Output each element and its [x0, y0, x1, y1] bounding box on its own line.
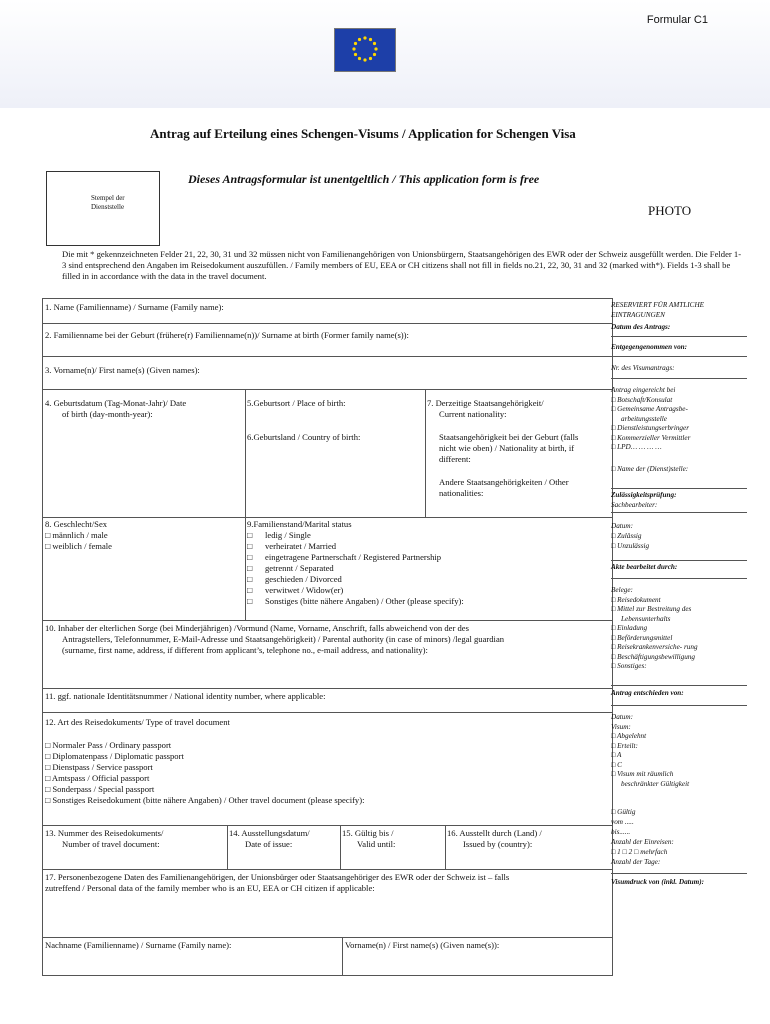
doc-option-special[interactable]: □ Sonderpass / Special passport [45, 784, 155, 794]
stamp-box [46, 171, 160, 246]
official-clerk: Sachbearbeiter: [611, 501, 658, 509]
field-14-date-of-issue-en: Date of issue: [245, 839, 293, 849]
field-10-guardian-3: (surname, first name, address, if different from applicant’s, telephone no., e-mail address, and nationality): [62, 645, 428, 655]
decision-option[interactable]: □ Abgelehnt [611, 732, 647, 740]
official-entries: Anzahl der Einreisen: [611, 838, 674, 846]
official-office-name[interactable]: □ Name der (Dienst)stelle: [611, 465, 689, 473]
form-title: Antrag auf Erteilung eines Schengen-Visums / Application for Schengen Visa [150, 126, 576, 141]
official-submitted-at: Antrag eingereicht bei [611, 386, 676, 394]
marital-checkbox[interactable]: □ [247, 574, 253, 584]
field-12-document-type: 12. Art des Reisedokuments/ Type of travel document [45, 717, 230, 727]
field-7-nationality-at-birth-3: different: [439, 454, 471, 464]
official-valid-until: bis...... [611, 828, 631, 836]
decision-option[interactable]: □ A [611, 751, 622, 759]
official-decided-by: Antrag entschieden von: [611, 689, 684, 697]
field-15-valid-until[interactable]: 15. Gültig bis / [342, 828, 394, 838]
marital-option-partnership: eingetragene Partnerschaft / Registered Partnership [265, 552, 442, 562]
marital-option-single: ledig / Single [265, 530, 311, 540]
photo-label: PHOTO [648, 203, 692, 218]
marital-checkbox[interactable]: □ [247, 563, 253, 573]
decision-option[interactable]: □ Erteilt: [611, 741, 638, 750]
field-7-other-nationalities[interactable]: Andere Staatsangehörigkeiten / Other [439, 477, 569, 487]
documents-option[interactable]: □ Reisekrankenversiche- rung [611, 643, 698, 651]
official-reserved: RESERVIERT FÜR AMTLICHE EINTRAGUNGEN [611, 301, 705, 319]
field-4-date-of-birth-en: of birth (day-month-year): [62, 409, 153, 419]
official-visa: Visum: [611, 722, 631, 731]
official-use-column [611, 298, 747, 974]
marital-checkbox[interactable]: □ [247, 552, 253, 562]
free-notice: Dieses Antragsformular ist unentgeltlich / This application form is free [188, 172, 540, 186]
field-7-nationality-at-birth-2: nicht wie oben) / Nationality at birth, if [439, 443, 575, 453]
form-number: Formular C1 [646, 14, 708, 26]
official-visa-sticker: Visumdruck von (inkl. Datum): [611, 878, 705, 886]
marital-option-other: Sonstiges (bitte nähere Angaben) / Other (please specify): [265, 596, 464, 606]
marital-checkbox[interactable]: □ [247, 541, 253, 551]
field-15-valid-until-en: Valid until: [357, 839, 396, 849]
official-application-number: Nr. des Visumantrags: [611, 364, 675, 372]
field-6-country-of-birth[interactable]: 6.Geburtsland / Country of birth: [247, 432, 361, 442]
field-7-other-nationalities-2: nationalities: [439, 488, 484, 498]
field-11-national-id[interactable]: 11. ggf. nationale Identitätsnummer / National identity number, where applicable: [45, 691, 326, 701]
entries-options[interactable]: □ 1 □ 2 □ mehrfach [611, 848, 668, 856]
documents-option[interactable]: □ Sonstiges: [611, 662, 647, 670]
field-4-date-of-birth[interactable]: 4. Geburtsdatum (Tag-Monat-Jahr)/ Date [45, 398, 187, 408]
doc-option-other[interactable]: □ Sonstiges Reisedokument (bitte nähere Angaben) / Other travel document (please specify): [45, 795, 365, 805]
marital-checkbox[interactable]: □ [247, 530, 253, 540]
submitted-option[interactable]: □ Kommerzieller Vermittler [611, 433, 691, 442]
official-days: Anzahl der Tage: [611, 858, 661, 866]
doc-option-official[interactable]: □ Amtspass / Official passport [45, 773, 150, 783]
field-10-guardian[interactable]: 10. Inhaber der elterlichen Sorge (bei Minderjährigen) /Vormund (Name, Vorname, Anschrift, falls abweichend von der des [45, 623, 469, 633]
field-9-marital-status: 9.Familienstand/Marital status [247, 519, 352, 529]
field-5-place-of-birth[interactable]: 5.Geburtsort / Place of birth: [247, 398, 346, 408]
marital-option-separated: getrennt / Separated [265, 563, 334, 573]
field-7-nationality[interactable]: 7. Derzeitige Staatsangehörigkeit/ [427, 398, 544, 408]
documents-option[interactable]: □ Beförderungsmittel [611, 633, 673, 642]
official-valid-from: vom ..... [611, 818, 634, 826]
application-form [42, 298, 613, 976]
documents-option[interactable]: □ Reisedokument [611, 595, 661, 604]
decision-option-cont: beschränkter Gültigkeit [621, 779, 690, 788]
submitted-option[interactable]: □ Botschaft/Konsulat [611, 395, 673, 404]
sex-option-male[interactable]: □ männlich / male [45, 530, 108, 540]
field-16-issued-by-en: Issued by (country): [463, 839, 533, 849]
official-documents: Belege: [611, 586, 633, 594]
field-17-family-member: 17. Personenbezogene Daten des Familienangehörigen, der Unionsbürger oder Staatsangehöriger des EWR oder der Schweiz ist – falls [45, 872, 510, 882]
marital-option-widowed: verwitwet / Widow(er) [265, 585, 344, 595]
field-17-family-member-en: zutreffend / Personal data of the family member who is an EU, EEA or CH citizen if applicable: [45, 883, 375, 893]
official-processed-by: Akte bearbeitet durch: [611, 563, 678, 571]
field-2-surname-at-birth[interactable]: 2. Familienname bei der Geburt (frühere(r) Familienname(n))/ Surname at birth (Former family name(s)): [45, 330, 409, 340]
marital-checkbox[interactable]: □ [247, 585, 253, 595]
doc-option-diplomatic[interactable]: □ Diplomatenpass / Diplomatic passport [45, 751, 184, 761]
doc-option-ordinary[interactable]: □ Normaler Pass / Ordinary passport [45, 740, 172, 750]
marital-checkbox[interactable]: □ [247, 596, 253, 606]
field-13-document-number-en: Number of travel document: [62, 839, 160, 849]
official-admissibility-date: Datum: [611, 522, 633, 530]
submitted-option[interactable]: □ Dienstleistungserbringer [611, 424, 690, 432]
marital-option-married: verheiratet / Married [265, 541, 337, 551]
field-10-guardian-2: Antragstellers, Telefonnummer, E-Mail-Adresse und Staatsangehörigkeit) / Parental authority (in case of minors) /legal guardian [62, 634, 505, 644]
official-decision-date: Datum: [611, 713, 633, 721]
field-14-date-of-issue[interactable]: 14. Ausstellungsdatum/ [229, 828, 310, 838]
field-17-surname[interactable]: Nachname (Familienname) / Surname (Family name): [45, 940, 232, 950]
field-7-nationality-en: Current nationality: [439, 409, 507, 419]
stamp-label: Stempel der Dienststelle [91, 194, 125, 211]
decision-option[interactable]: □ C [611, 760, 622, 769]
eu-flag-icon [334, 28, 396, 72]
official-received-by: Entgegengenommen von: [611, 343, 688, 351]
admissibility-option[interactable]: □ Unzulässig [611, 542, 650, 550]
documents-option-cont: Lebensunterhalts [621, 614, 671, 623]
marital-option-divorced: geschieden / Divorced [265, 574, 342, 584]
intro-text: Die mit * gekennzeichneten Felder 21, 22, 30, 31 und 32 müssen nicht von Familienangehörigen von Unionsbürgern, Staatsangehörigen des EWR oder der Schweiz ausgefüllt werden. Die Felder 1-3 sind entsprechend den Angaben im Reisedokument auszufüllen. / Family members of EU, EEA or CH citizens shall not fill in fields no.21, 22, 30, 31 and 32 (marked with*). Fields 1-3 shall be filled in in accordance with the data in the travel document. [62, 249, 742, 281]
field-3-first-names[interactable]: 3. Vorname(n)/ First name(s) (Given names): [45, 365, 200, 375]
submitted-option[interactable]: □ Gemeinsame Antragsbe- [611, 405, 688, 413]
field-17-first-names[interactable]: Vorname(n) / First name(s) (Given name(s)): [345, 940, 500, 950]
submitted-option-cont: arbeitungsstelle [621, 414, 667, 423]
field-8-sex: 8. Geschlecht/Sex [45, 519, 108, 529]
sex-option-female[interactable]: □ weiblich / female [45, 541, 112, 551]
official-application-date: Datum des Antrags: [611, 323, 671, 331]
documents-option[interactable]: □ Mittel zur Bestreitung des [611, 605, 692, 613]
submitted-option[interactable]: □ LPD… … … … [611, 443, 662, 451]
field-7-nationality-at-birth[interactable]: Staatsangehörigkeit bei der Geburt (falls [439, 432, 579, 442]
admissibility-option[interactable]: □ Zulässig [611, 532, 642, 540]
official-admissibility: Zulässigkeitsprüfung: [611, 491, 677, 499]
field-16-issued-by[interactable]: 16. Ausstellt durch (Land) / [447, 828, 542, 838]
field-1-surname[interactable]: 1. Name (Familienname) / Surname (Family name): [45, 302, 224, 312]
field-13-document-number[interactable]: 13. Nummer des Reisedokuments/ [45, 828, 164, 838]
documents-option[interactable]: □ Beschäftigungsbewilligung [611, 652, 695, 661]
documents-option[interactable]: □ Einladung [611, 624, 648, 632]
doc-option-service[interactable]: □ Dienstpass / Service passport [45, 762, 153, 772]
decision-option[interactable]: □ Visum mit räumlich [611, 770, 674, 778]
official-valid[interactable]: □ Gültig [611, 808, 636, 816]
